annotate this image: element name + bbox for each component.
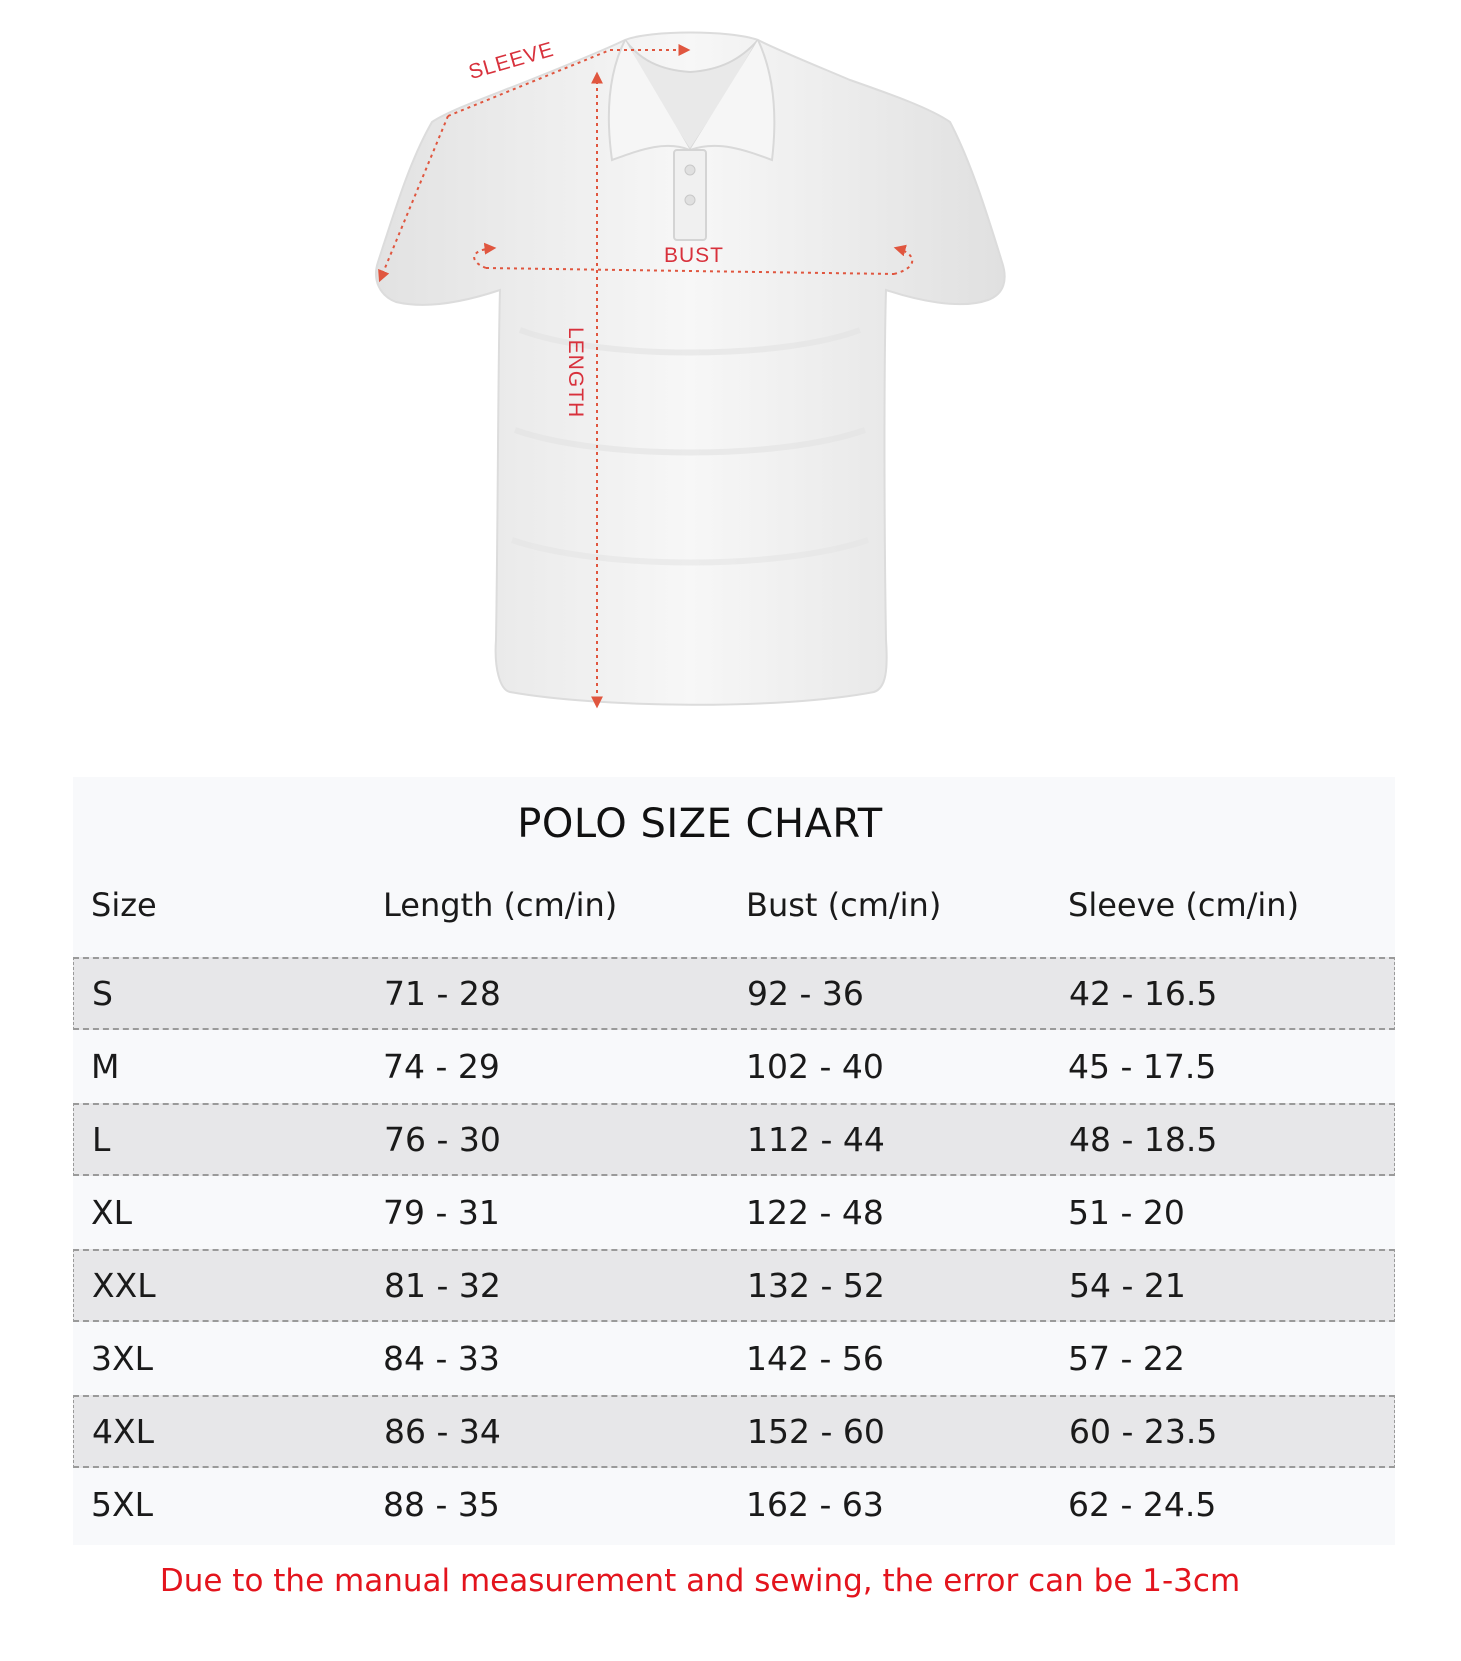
size-cell: M — [91, 1047, 120, 1086]
polo-shirt-illustration — [0, 0, 1461, 740]
length-cell: 88 - 35 — [383, 1485, 500, 1524]
header-bust: Bust (cm/in) — [746, 886, 942, 924]
measurement-error-note: Due to the manual measurement and sewing, the error can be 1-3cm — [159, 1563, 1241, 1599]
bust-cell: 132 - 52 — [747, 1266, 885, 1305]
table-header-row — [73, 875, 1395, 935]
bust-cell: 102 - 40 — [746, 1047, 884, 1086]
sleeve-cell: 51 - 20 — [1068, 1193, 1185, 1232]
bust-label: BUST — [664, 244, 725, 267]
table-row — [73, 957, 1395, 1030]
sleeve-label: SLEEVE — [466, 37, 557, 85]
table-row — [73, 1468, 1395, 1541]
length-cell: 71 - 28 — [384, 974, 501, 1013]
size-cell: S — [92, 974, 113, 1013]
length-cell: 76 - 30 — [384, 1120, 501, 1159]
bust-cell: 112 - 44 — [747, 1120, 885, 1159]
chart-title: POLO SIZE CHART — [517, 801, 883, 847]
size-cell: XXL — [92, 1266, 156, 1305]
table-row — [73, 1103, 1395, 1176]
table-row — [73, 1395, 1395, 1468]
length-cell: 79 - 31 — [383, 1193, 500, 1232]
size-cell: 3XL — [91, 1339, 153, 1378]
bust-cell: 122 - 48 — [746, 1193, 884, 1232]
length-cell: 74 - 29 — [383, 1047, 500, 1086]
sleeve-cell: 57 - 22 — [1068, 1339, 1185, 1378]
header-size: Size — [91, 886, 157, 924]
sleeve-cell: 62 - 24.5 — [1068, 1485, 1217, 1524]
length-cell: 84 - 33 — [383, 1339, 500, 1378]
size-cell: L — [92, 1120, 111, 1159]
bust-cell: 152 - 60 — [747, 1412, 885, 1451]
header-length: Length (cm/in) — [383, 886, 618, 924]
bust-cell: 92 - 36 — [747, 974, 864, 1013]
length-cell: 81 - 32 — [384, 1266, 501, 1305]
bust-cell: 142 - 56 — [746, 1339, 884, 1378]
table-row — [73, 1249, 1395, 1322]
length-label: LENGTH — [564, 327, 587, 419]
size-cell: 4XL — [92, 1412, 154, 1451]
bust-cell: 162 - 63 — [746, 1485, 884, 1524]
sleeve-cell: 54 - 21 — [1069, 1266, 1186, 1305]
size-chart-table — [73, 777, 1395, 1545]
sleeve-cell: 42 - 16.5 — [1069, 974, 1218, 1013]
table-row — [73, 1176, 1395, 1249]
polo-shirt-diagram — [0, 0, 1461, 740]
sleeve-cell: 48 - 18.5 — [1069, 1120, 1218, 1159]
table-row — [73, 1322, 1395, 1395]
table-row — [73, 1030, 1395, 1103]
size-cell: 5XL — [91, 1485, 153, 1524]
sleeve-cell: 60 - 23.5 — [1069, 1412, 1218, 1451]
sleeve-cell: 45 - 17.5 — [1068, 1047, 1217, 1086]
length-cell: 86 - 34 — [384, 1412, 501, 1451]
size-cell: XL — [91, 1193, 132, 1232]
header-sleeve: Sleeve (cm/in) — [1068, 886, 1300, 924]
